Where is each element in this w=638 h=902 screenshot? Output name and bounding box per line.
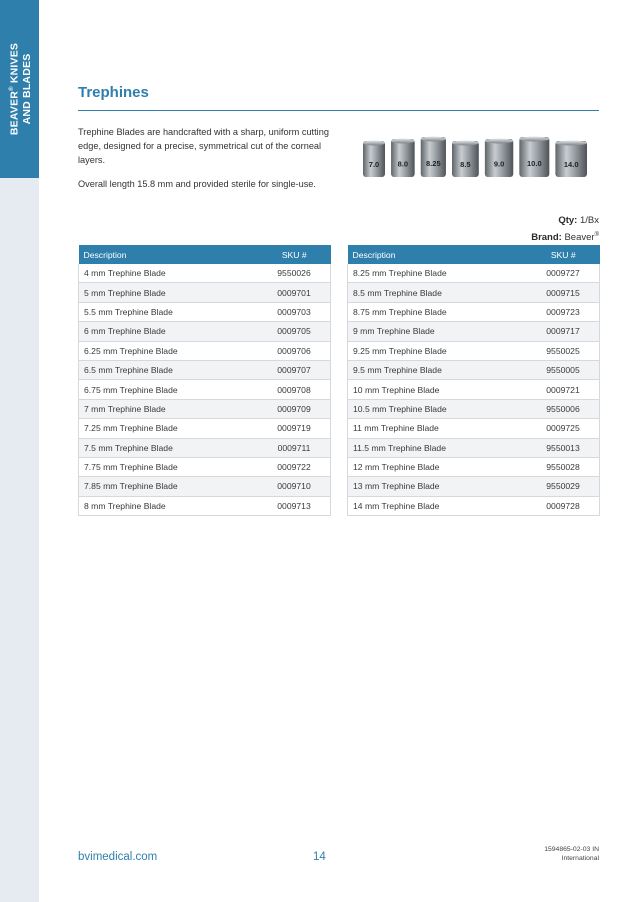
table-row	[348, 380, 600, 399]
table-row	[79, 399, 331, 418]
table-row	[348, 341, 600, 360]
table-row	[79, 419, 331, 438]
row-description: 7.5 mm Trephine Blade	[79, 438, 259, 457]
row-description: 9 mm Trephine Blade	[348, 322, 528, 341]
table-row	[79, 264, 331, 283]
row-sku: 9550026	[258, 264, 331, 283]
table-header-row	[79, 245, 331, 264]
row-sku: 0009707	[258, 360, 331, 379]
table-row	[79, 322, 331, 341]
row-description: 4 mm Trephine Blade	[79, 264, 259, 283]
blade-size-label: 8.25	[426, 158, 441, 168]
row-description: 11 mm Trephine Blade	[348, 419, 528, 438]
row-sku: 0009706	[258, 341, 331, 360]
trephine-blade-rim	[391, 139, 415, 144]
row-description: 7.25 mm Trephine Blade	[79, 419, 259, 438]
trephine-blade-body	[485, 139, 513, 177]
row-sku: 9550028	[527, 457, 600, 476]
row-sku: 0009710	[258, 477, 331, 496]
row-description: 14 mm Trephine Blade	[348, 496, 528, 515]
row-sku: 9550025	[527, 341, 600, 360]
trephine-blade-rim	[555, 141, 587, 146]
row-description: 6.75 mm Trephine Blade	[79, 380, 259, 399]
table-row	[79, 283, 331, 302]
row-sku: 0009705	[258, 322, 331, 341]
blade-size-label: 14.0	[563, 159, 579, 169]
blade-size-label: 8.0	[397, 159, 409, 169]
row-description: 11.5 mm Trephine Blade	[348, 438, 528, 457]
row-sku: 0009727	[527, 264, 600, 283]
row-description: 9.5 mm Trephine Blade	[348, 360, 528, 379]
row-sku: 0009715	[527, 283, 600, 302]
table-row	[348, 477, 600, 496]
row-sku: 0009708	[258, 380, 331, 399]
table-row	[79, 380, 331, 399]
row-sku: 0009719	[258, 419, 331, 438]
row-sku: 9550013	[527, 438, 600, 457]
row-description: 6.5 mm Trephine Blade	[79, 360, 259, 379]
intro-paragraph-2: Overall length 15.8 mm and provided sterile for single-use.	[78, 179, 316, 189]
row-description: 13 mm Trephine Blade	[348, 477, 528, 496]
row-sku: 9550029	[527, 477, 600, 496]
row-description: 10.5 mm Trephine Blade	[348, 399, 528, 418]
table-row	[348, 457, 600, 476]
table-row	[348, 264, 600, 283]
header-sku: SKU #	[527, 245, 600, 264]
header-description: Description	[348, 245, 528, 264]
row-description: 7.75 mm Trephine Blade	[79, 457, 259, 476]
blade-size-label: 7.0	[368, 159, 380, 169]
trephine-blade-rim	[363, 141, 385, 146]
trephine-blade-rim	[421, 137, 446, 142]
row-sku: 0009722	[258, 457, 331, 476]
intro-text	[78, 125, 333, 201]
row-sku: 0009701	[258, 283, 331, 302]
sku-table-right	[347, 245, 600, 516]
sku-table-left	[78, 245, 331, 516]
row-sku: 0009709	[258, 399, 331, 418]
intro-paragraph-1: Trephine Blades are handcrafted with a sharp, uniform cutting edge, designed for a precise, symmetrical cut of the corneal layers.	[78, 127, 329, 165]
row-description: 9.25 mm Trephine Blade	[348, 341, 528, 360]
table-row	[348, 419, 600, 438]
sidebar	[0, 0, 39, 902]
trephine-blade-body	[421, 137, 446, 177]
row-description: 8.5 mm Trephine Blade	[348, 283, 528, 302]
table-row	[348, 322, 600, 341]
trephine-blades-photo	[359, 131, 591, 181]
row-sku: 9550006	[527, 399, 600, 418]
trephine-blade-body	[519, 137, 549, 177]
trephine-blade-rim	[452, 141, 479, 146]
header-description: Description	[79, 245, 259, 264]
table-row	[348, 360, 600, 379]
row-sku: 0009723	[527, 302, 600, 321]
trephine-blade-body	[391, 139, 415, 177]
row-description: 8.75 mm Trephine Blade	[348, 302, 528, 321]
page-title: Trephines	[78, 84, 149, 101]
header-sku: SKU #	[258, 245, 331, 264]
table-row	[79, 302, 331, 321]
trephine-blade-rim	[519, 137, 549, 142]
table-row	[348, 496, 600, 515]
row-description: 5 mm Trephine Blade	[79, 283, 259, 302]
table-row	[348, 438, 600, 457]
table-row	[79, 360, 331, 379]
row-sku: 0009728	[527, 496, 600, 515]
blade-size-label: 8.5	[460, 159, 471, 169]
row-description: 7 mm Trephine Blade	[79, 399, 259, 418]
brand-line: Brand: Beaver®	[531, 232, 599, 244]
row-sku: 0009725	[527, 419, 600, 438]
table-row	[348, 283, 600, 302]
title-divider	[78, 110, 599, 111]
row-description: 8.25 mm Trephine Blade	[348, 264, 528, 283]
trephine-blade-rim	[485, 139, 513, 144]
row-description: 6.25 mm Trephine Blade	[79, 341, 259, 360]
section-tab[interactable]	[0, 0, 39, 178]
document-code: 1594865-02-03 IN International	[544, 846, 599, 862]
footer-website-link[interactable]: bvimedical.com	[78, 851, 158, 863]
section-tab-label: BEAVER® KNIVES AND BLADES	[8, 42, 33, 136]
table-row	[348, 399, 600, 418]
row-sku: 0009711	[258, 438, 331, 457]
blade-size-label: 9.0	[493, 159, 505, 169]
row-sku: 9550005	[527, 360, 600, 379]
row-sku: 0009713	[258, 496, 331, 515]
table-row	[79, 341, 331, 360]
table-row	[79, 457, 331, 476]
row-description: 7.85 mm Trephine Blade	[79, 477, 259, 496]
row-sku: 0009717	[527, 322, 600, 341]
table-row	[79, 496, 331, 515]
qty-line: Qty: 1/Bx	[558, 215, 599, 226]
page-number: 14	[313, 851, 326, 863]
table-row	[79, 477, 331, 496]
row-description: 10 mm Trephine Blade	[348, 380, 528, 399]
table-row	[79, 438, 331, 457]
blade-size-label: 10.0	[527, 158, 542, 168]
row-sku: 0009721	[527, 380, 600, 399]
row-description: 8 mm Trephine Blade	[79, 496, 259, 515]
row-description: 6 mm Trephine Blade	[79, 322, 259, 341]
row-sku: 0009703	[258, 302, 331, 321]
row-description: 5.5 mm Trephine Blade	[79, 302, 259, 321]
table-row	[348, 302, 600, 321]
table-header-row	[348, 245, 600, 264]
row-description: 12 mm Trephine Blade	[348, 457, 528, 476]
product-meta	[531, 214, 599, 245]
